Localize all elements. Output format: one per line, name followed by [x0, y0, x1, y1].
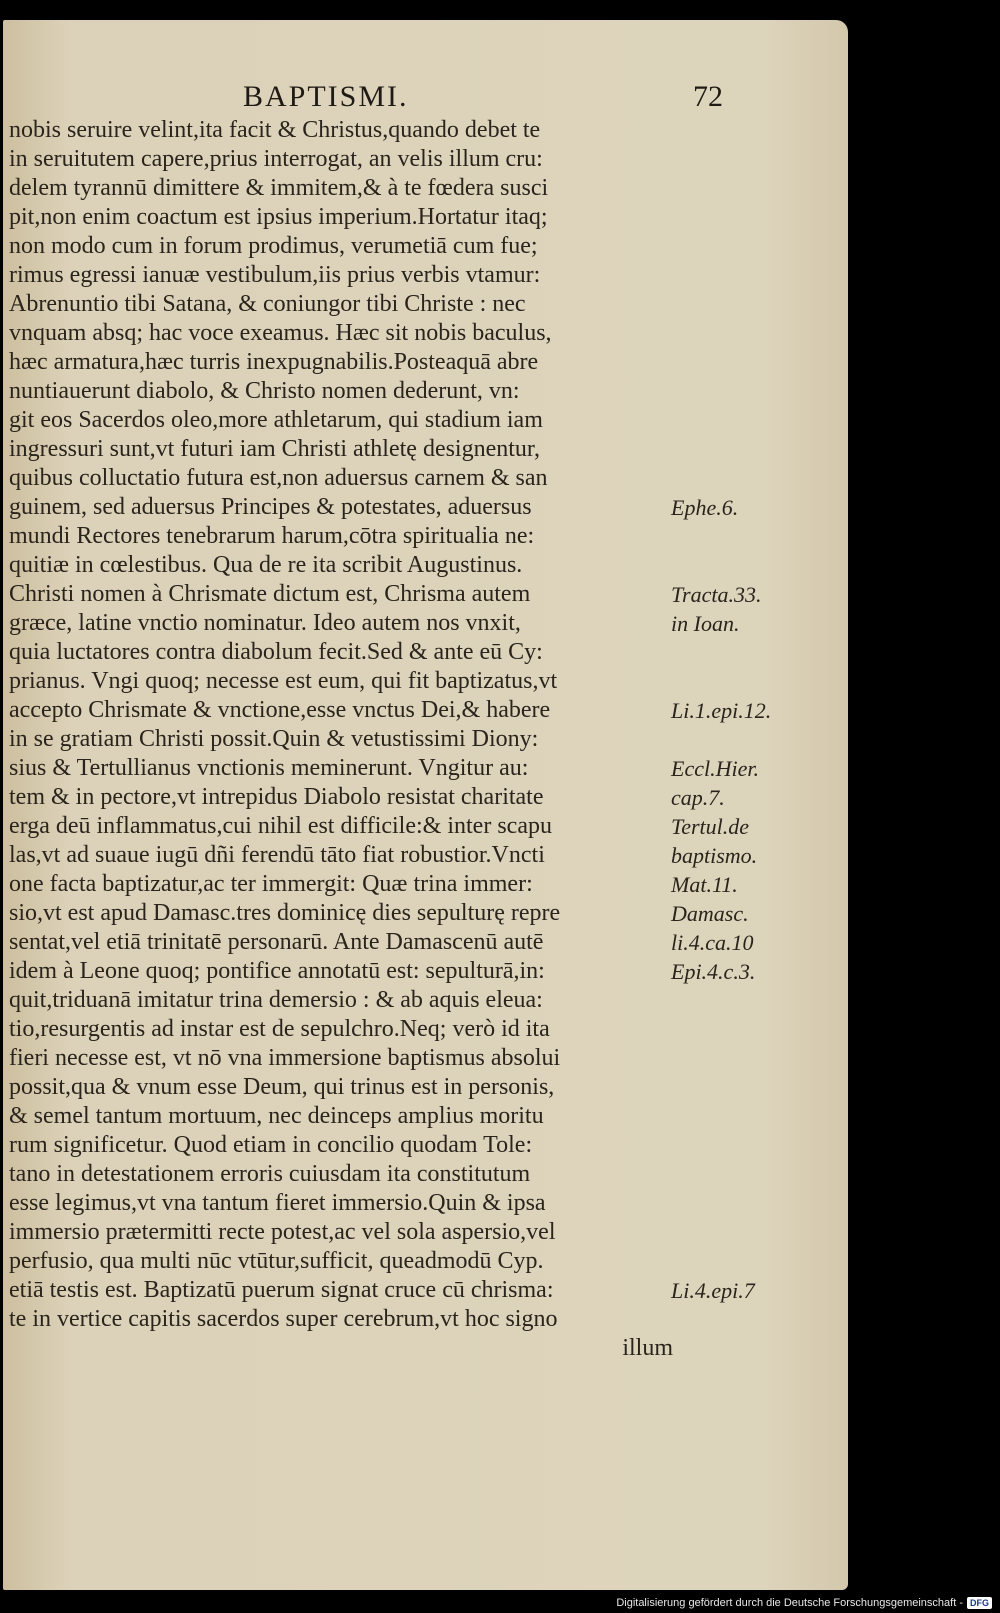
text-line: esse legimus,vt vna tantum fieret immersio.Quin & ipsa: [9, 1190, 546, 1216]
marginal-note: in Ioan.: [671, 611, 740, 636]
text-line: one facta baptizatur,ac ter immergit: Quæ trina immer:: [9, 871, 533, 897]
marginal-note: cap.7.: [671, 785, 725, 810]
text-line: etiā testis est. Baptizatū puerum signat cruce cū chrisma:: [9, 1277, 554, 1303]
marginal-note: Eccl.Hier.: [671, 756, 759, 781]
text-line: nobis seruire velint,ita facit & Christus,quando debet te: [9, 117, 541, 143]
digitization-credit: [616, 1597, 992, 1609]
text-line: sentat,vel etiā trinitatē personarū. Ante Damascenū autē: [9, 929, 544, 955]
body-text: [9, 116, 673, 1363]
marginal-note: Li.1.epi.12.: [671, 698, 772, 723]
text-line: quitiæ in cœlestibus. Qua de re ita scribit Augustinus.: [9, 552, 523, 578]
marginal-note: Damasc.: [671, 901, 749, 926]
text-line: fieri necesse est, vt nō vna immersione baptismus absolui: [9, 1045, 561, 1071]
text-line: tano in detestationem erroris cuiusdam ita constitutum: [9, 1161, 531, 1187]
text-line: rum significetur. Quod etiam in concilio quodam Tole:: [9, 1132, 533, 1158]
text-line: mundi Rectores tenebrarum harum,cōtra spiritualia ne:: [9, 523, 535, 549]
text-line: illum: [622, 1335, 673, 1361]
text-line: quit,triduanā imitatur trina demersio : & ab aquis eleua:: [9, 987, 543, 1013]
text-line: non modo cum in forum prodimus, verumetiā cum fue;: [9, 233, 538, 259]
text-line: vnquam absq; hac voce exeamus. Hæc sit nobis baculus,: [9, 320, 552, 346]
text-line: sio,vt est apud Damasc.tres dominicę dies sepulturę repre: [9, 900, 561, 926]
text-line: Abrenuntio tibi Satana, & coniungor tibi Christe : nec: [9, 291, 526, 317]
text-line: rimus egressi ianuæ vestibulum,iis prius verbis vtamur:: [9, 262, 541, 288]
marginal-note: Tertul.de: [671, 814, 750, 839]
marginal-note: Ephe.6.: [671, 495, 739, 520]
text-line: & semel tantum mortuum, nec deinceps amplius moritu: [9, 1103, 544, 1129]
marginal-note: Epi.4.c.3.: [671, 959, 756, 984]
marginal-note: li.4.ca.10: [671, 930, 754, 955]
text-line: græce, latine vnctio nominatur. Ideo autem nos vnxit,: [9, 610, 521, 636]
text-line: nuntiauerunt diabolo, & Christo nomen dederunt, vn:: [9, 378, 520, 404]
credit-text: Digitalisierung gefördert durch die Deutsche Forschungsgemeinschaft -: [616, 1597, 963, 1609]
text-line: tem & in pectore,vt intrepidus Diabolo resistat charitate: [9, 784, 544, 810]
text-line: hæc armatura,hæc turris inexpugnabilis.Posteaquā abre: [9, 349, 539, 375]
marginal-note: Li.4.epi.7: [671, 1278, 755, 1303]
text-line: possit,qua & vnum esse Deum, qui trinus est in personis,: [9, 1074, 555, 1100]
text-line: idem à Leone quoq; pontifice annotatū est: sepulturā,in:: [9, 958, 545, 984]
text-line: git eos Sacerdos oleo,more athletarum, qui stadium iam: [9, 407, 543, 433]
book-page: [3, 20, 848, 1590]
text-line: quibus colluctatio futura est,non aduersus carnem & san: [9, 465, 548, 491]
text-line: las,vt ad suaue iugū dñi ferendū tāto fiat robustior.Vncti: [9, 842, 545, 868]
page-number: 72: [693, 80, 723, 113]
text-line: pit,non enim coactum est ipsius imperium.Hortatur itaq;: [9, 204, 548, 230]
text-line: immersio prætermitti recte potest,ac vel sola aspersio,vel: [9, 1219, 556, 1245]
text-line: accepto Chrismate & vnctione,esse vnctus Dei,& habere: [9, 697, 551, 723]
marginal-note: Mat.11.: [671, 872, 738, 897]
text-line: perfusio, qua multi nūc vtūtur,sufficit, queadmodū Cyp.: [9, 1248, 544, 1274]
text-line: sius & Tertullianus vnctionis meminerunt. Vngitur au:: [9, 755, 529, 781]
text-line: prianus. Vngi quoq; necesse est eum, qui fit baptizatus,vt: [9, 668, 558, 694]
text-line: tio,resurgentis ad instar est de sepulchro.Neq; verò id ita: [9, 1016, 550, 1042]
text-line: erga deū inflammatus,cui nihil est difficile:& inter scapu: [9, 813, 552, 839]
text-line: guinem, sed aduersus Principes & potestates, aduersus: [9, 494, 532, 520]
marginal-note: Tracta.33.: [671, 582, 762, 607]
text-line: quia luctatores contra diabolum fecit.Sed & ante eū Cy:: [9, 639, 543, 665]
text-line: in seruitutem capere,prius interrogat, an velis illum cru:: [9, 146, 543, 172]
text-line: delem tyrannū dimittere & immitem,& à te fœdera susci: [9, 175, 549, 201]
running-head: [243, 80, 763, 120]
text-line: ingressuri sunt,vt futuri iam Christi athletę designentur,: [9, 436, 540, 462]
text-line: Christi nomen à Chrismate dictum est, Chrisma autem: [9, 581, 531, 607]
page-title: BAPTISMI.: [243, 80, 409, 113]
text-line: te in vertice capitis sacerdos super cerebrum,vt hoc signo: [9, 1306, 558, 1332]
text-line: in se gratiam Christi possit.Quin & vetustissimi Diony:: [9, 726, 539, 752]
dfg-logo: DFG: [967, 1597, 992, 1609]
marginal-note: baptismo.: [671, 843, 758, 868]
